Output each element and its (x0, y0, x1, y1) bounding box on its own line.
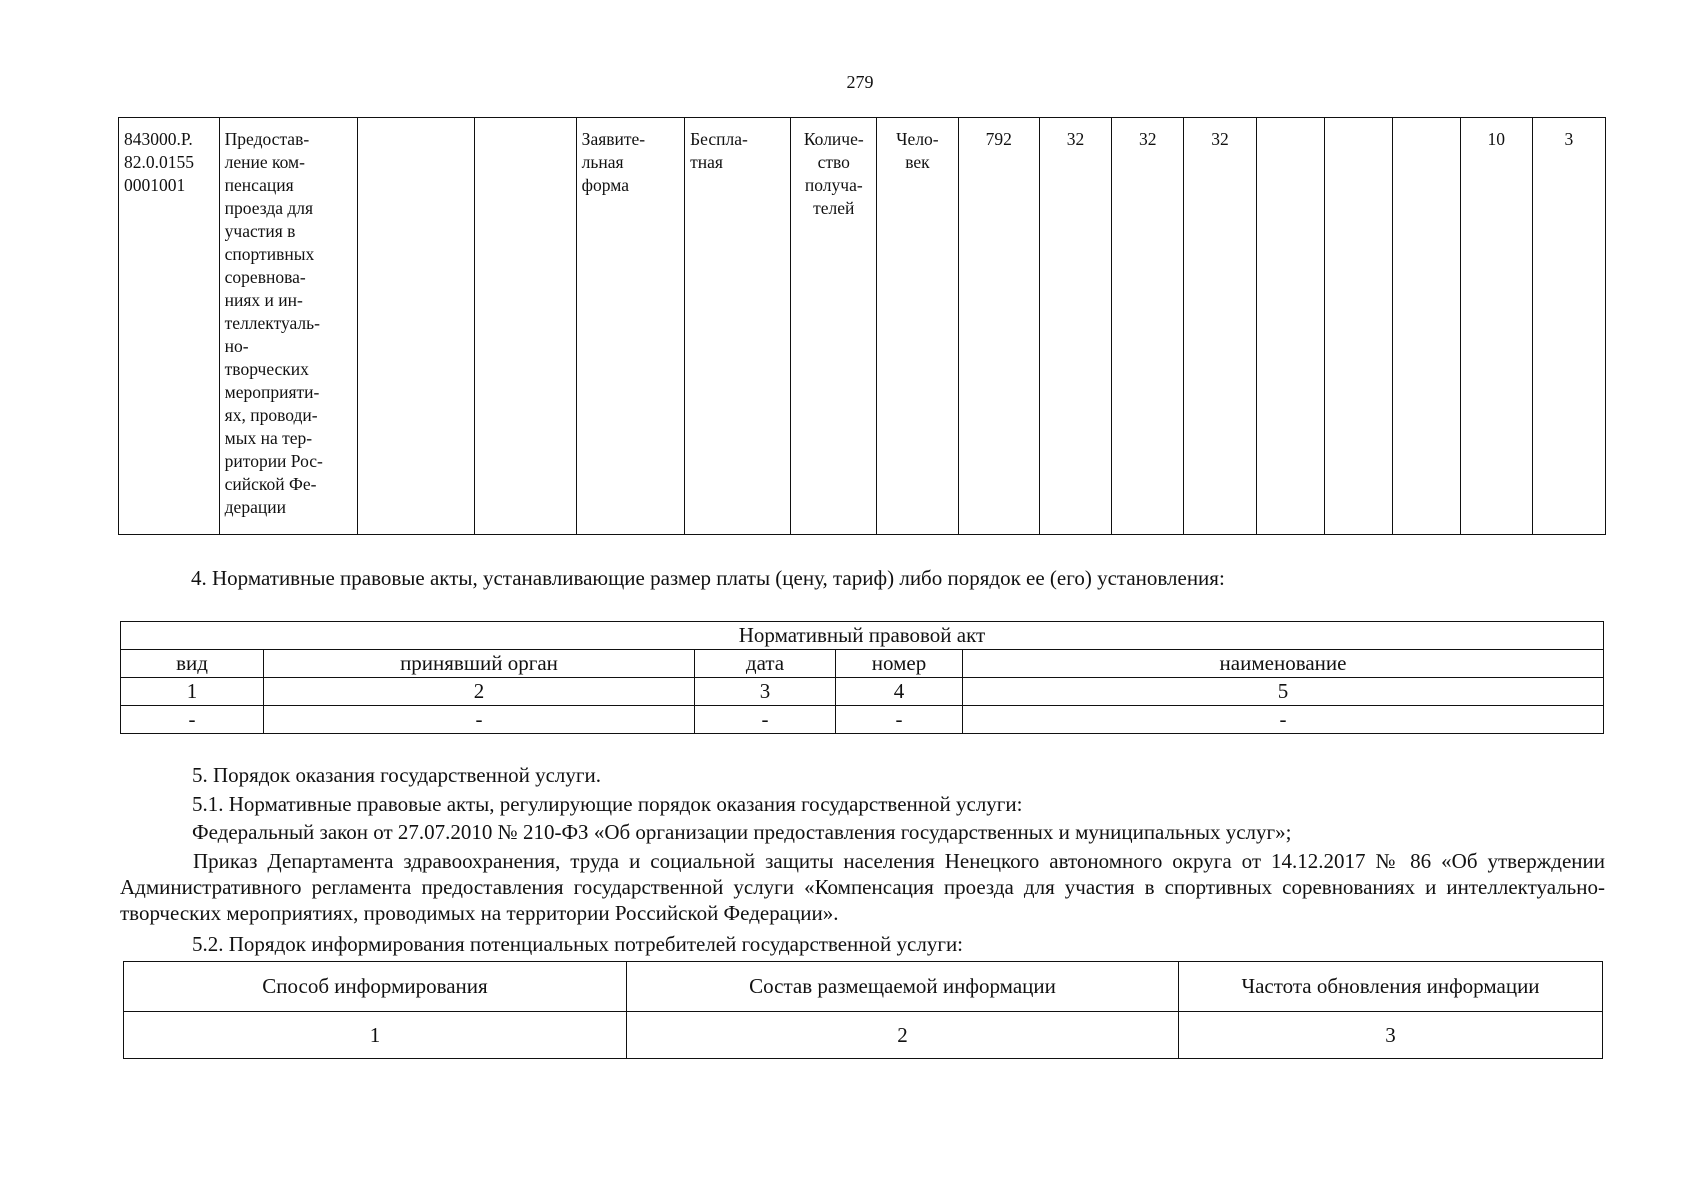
table-title-row (121, 622, 1604, 650)
table-row (124, 1012, 1603, 1059)
header-content: Состав размещаемой информации (627, 962, 1179, 1012)
order-paragraph: Приказ Департамента здравоохранения, труда и социальной защиты населения Ненецкого автономного округа от 14.12.2017 № 86 «Об утверждении Административного регламента предоставления государственной услуги «Компенсация проезда для участия в спортивных соревнованиях и интеллектуально-творческих мероприятиях, проводимых на территории Российской Федерации». (120, 849, 1605, 925)
table-cell: - (963, 706, 1604, 734)
table-header-row (121, 650, 1604, 678)
table-header-row (124, 962, 1603, 1012)
column-number: 4 (836, 678, 963, 706)
empty-cell (1256, 118, 1324, 535)
registry-code-cell: 843000.Р. 82.0.0155 0001001 (119, 118, 220, 535)
header-type: вид (121, 650, 264, 678)
table-cell: - (695, 706, 836, 734)
table-cell: - (264, 706, 695, 734)
column-number: 5 (963, 678, 1604, 706)
federal-law-paragraph: Федеральный закон от 27.07.2010 № 210-ФЗ «Об организации предоставления государственных и муниципальных услуг»; (192, 820, 1292, 844)
table-cell: - (121, 706, 264, 734)
empty-cell (358, 118, 475, 535)
empty-cell (475, 118, 576, 535)
header-method: Способ информирования (124, 962, 627, 1012)
table-row (121, 706, 1604, 734)
section-5-heading: 5. Порядок оказания государственной услуги. (192, 763, 601, 787)
header-title: наименование (963, 650, 1604, 678)
table-row (121, 678, 1604, 706)
section-5-2-heading: 5.2. Порядок информирования потенциальных потребителей государственной услуги: (192, 932, 964, 956)
service-volume-table (118, 117, 1606, 535)
column-number: 3 (1179, 1012, 1603, 1059)
section-4-heading: 4. Нормативные правовые акты, устанавливающие размер платы (цену, тариф) либо порядок ее (его) установления: (191, 566, 1225, 590)
header-date: дата (695, 650, 836, 678)
form-cell: Заявите- льная форма (576, 118, 684, 535)
column-number: 1 (121, 678, 264, 706)
value-cell: 32 (1112, 118, 1184, 535)
section-5-1-heading: 5.1. Нормативные правовые акты, регулирующие порядок оказания государственной услуги: (192, 792, 1023, 816)
indicator-cell: Количе- ство получа- телей (791, 118, 877, 535)
column-number: 1 (124, 1012, 627, 1059)
payment-cell: Беспла- тная (685, 118, 791, 535)
fee-acts-table (120, 621, 1604, 734)
table-row (119, 118, 1606, 535)
column-number: 2 (627, 1012, 1179, 1059)
service-name-cell: Предостав- ление ком- пенсация проезда для участия в спортивных соревнова- ниях и ин- теллектуаль- но- творческих мероприяти- ях, проводи- мых на тер- ритории Рос- сийской Фе- дерации (219, 118, 357, 535)
table-title: Нормативный правовой акт (121, 622, 1604, 650)
empty-cell (1392, 118, 1460, 535)
value-cell: 32 (1184, 118, 1256, 535)
value-cell: 32 (1039, 118, 1111, 535)
okei-cell: 792 (958, 118, 1039, 535)
page-number: 279 (846, 72, 874, 92)
unit-cell: Чело- век (877, 118, 959, 535)
information-methods-table (123, 961, 1603, 1059)
header-frequency: Частота обновления информации (1179, 962, 1603, 1012)
header-number: номер (836, 650, 963, 678)
deviation-percent-cell: 10 (1460, 118, 1532, 535)
empty-cell (1324, 118, 1392, 535)
header-authority: принявший орган (264, 650, 695, 678)
table-cell: - (836, 706, 963, 734)
column-number: 3 (695, 678, 836, 706)
deviation-absolute-cell: 3 (1532, 118, 1605, 535)
column-number: 2 (264, 678, 695, 706)
